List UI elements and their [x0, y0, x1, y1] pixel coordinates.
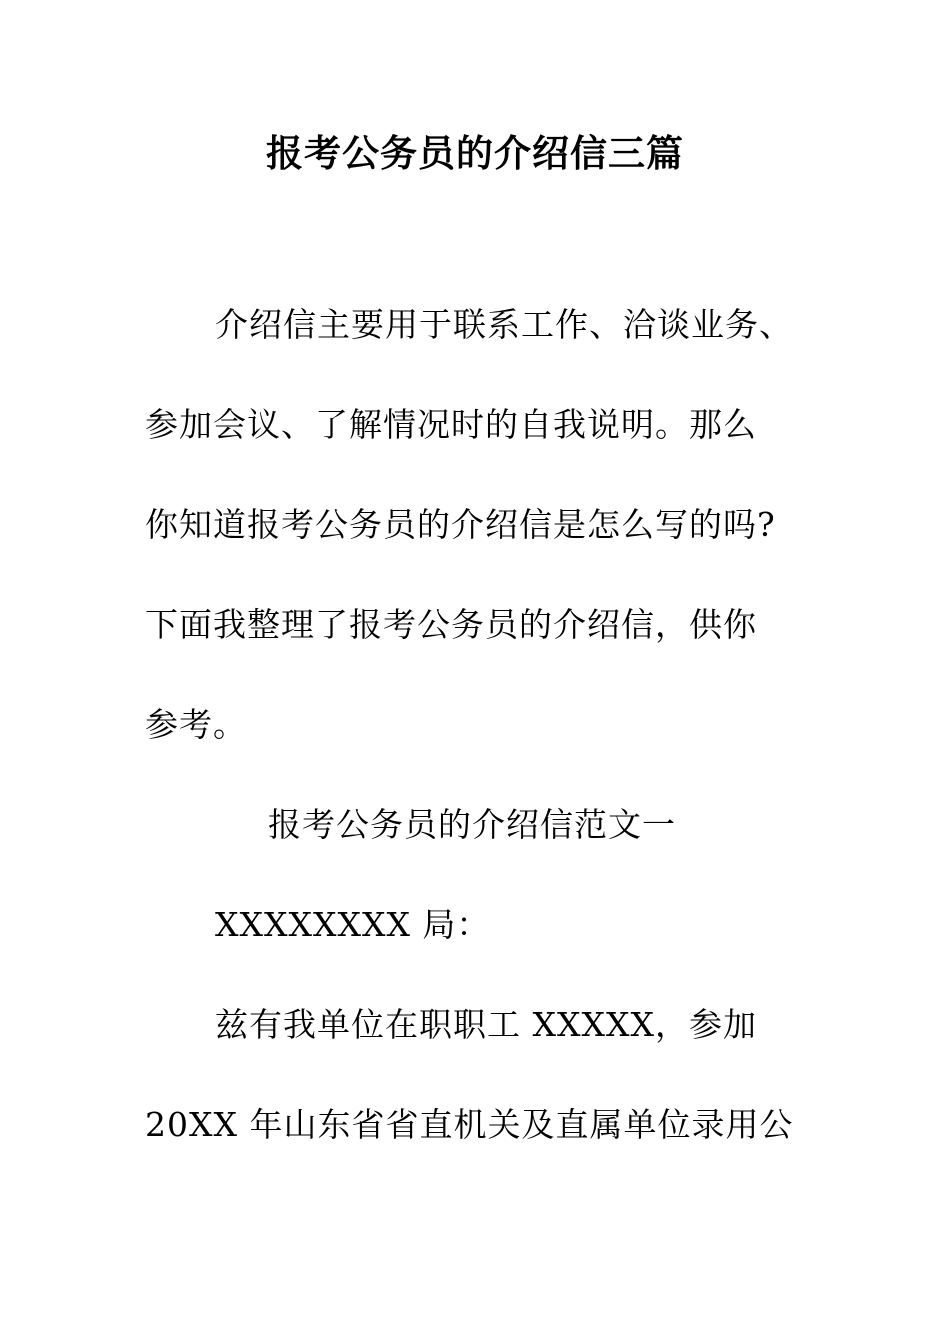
intro-line-4: 下面我整理了报考公务员的介绍信，供你: [145, 605, 757, 644]
letter-salutation: XXXXXXXX 局：: [215, 905, 491, 944]
intro-line-3: 你知道报考公务员的介绍信是怎么写的吗?: [145, 505, 776, 544]
intro-line-2: 参加会议、了解情况时的自我说明。那么: [145, 405, 757, 444]
intro-line-5: 参考。: [145, 705, 247, 744]
intro-line-1: 介绍信主要用于联系工作、洽谈业务、: [215, 305, 793, 344]
document-title: 报考公务员的介绍信三篇: [266, 131, 684, 175]
letter-body-line-2: 20XX 年山东省省直机关及直属单位录用公: [145, 1105, 794, 1144]
letter-body-line-1: 兹有我单位在职职工 XXXXX，参加: [215, 1005, 757, 1044]
section-heading: 报考公务员的介绍信范文一: [268, 805, 676, 844]
